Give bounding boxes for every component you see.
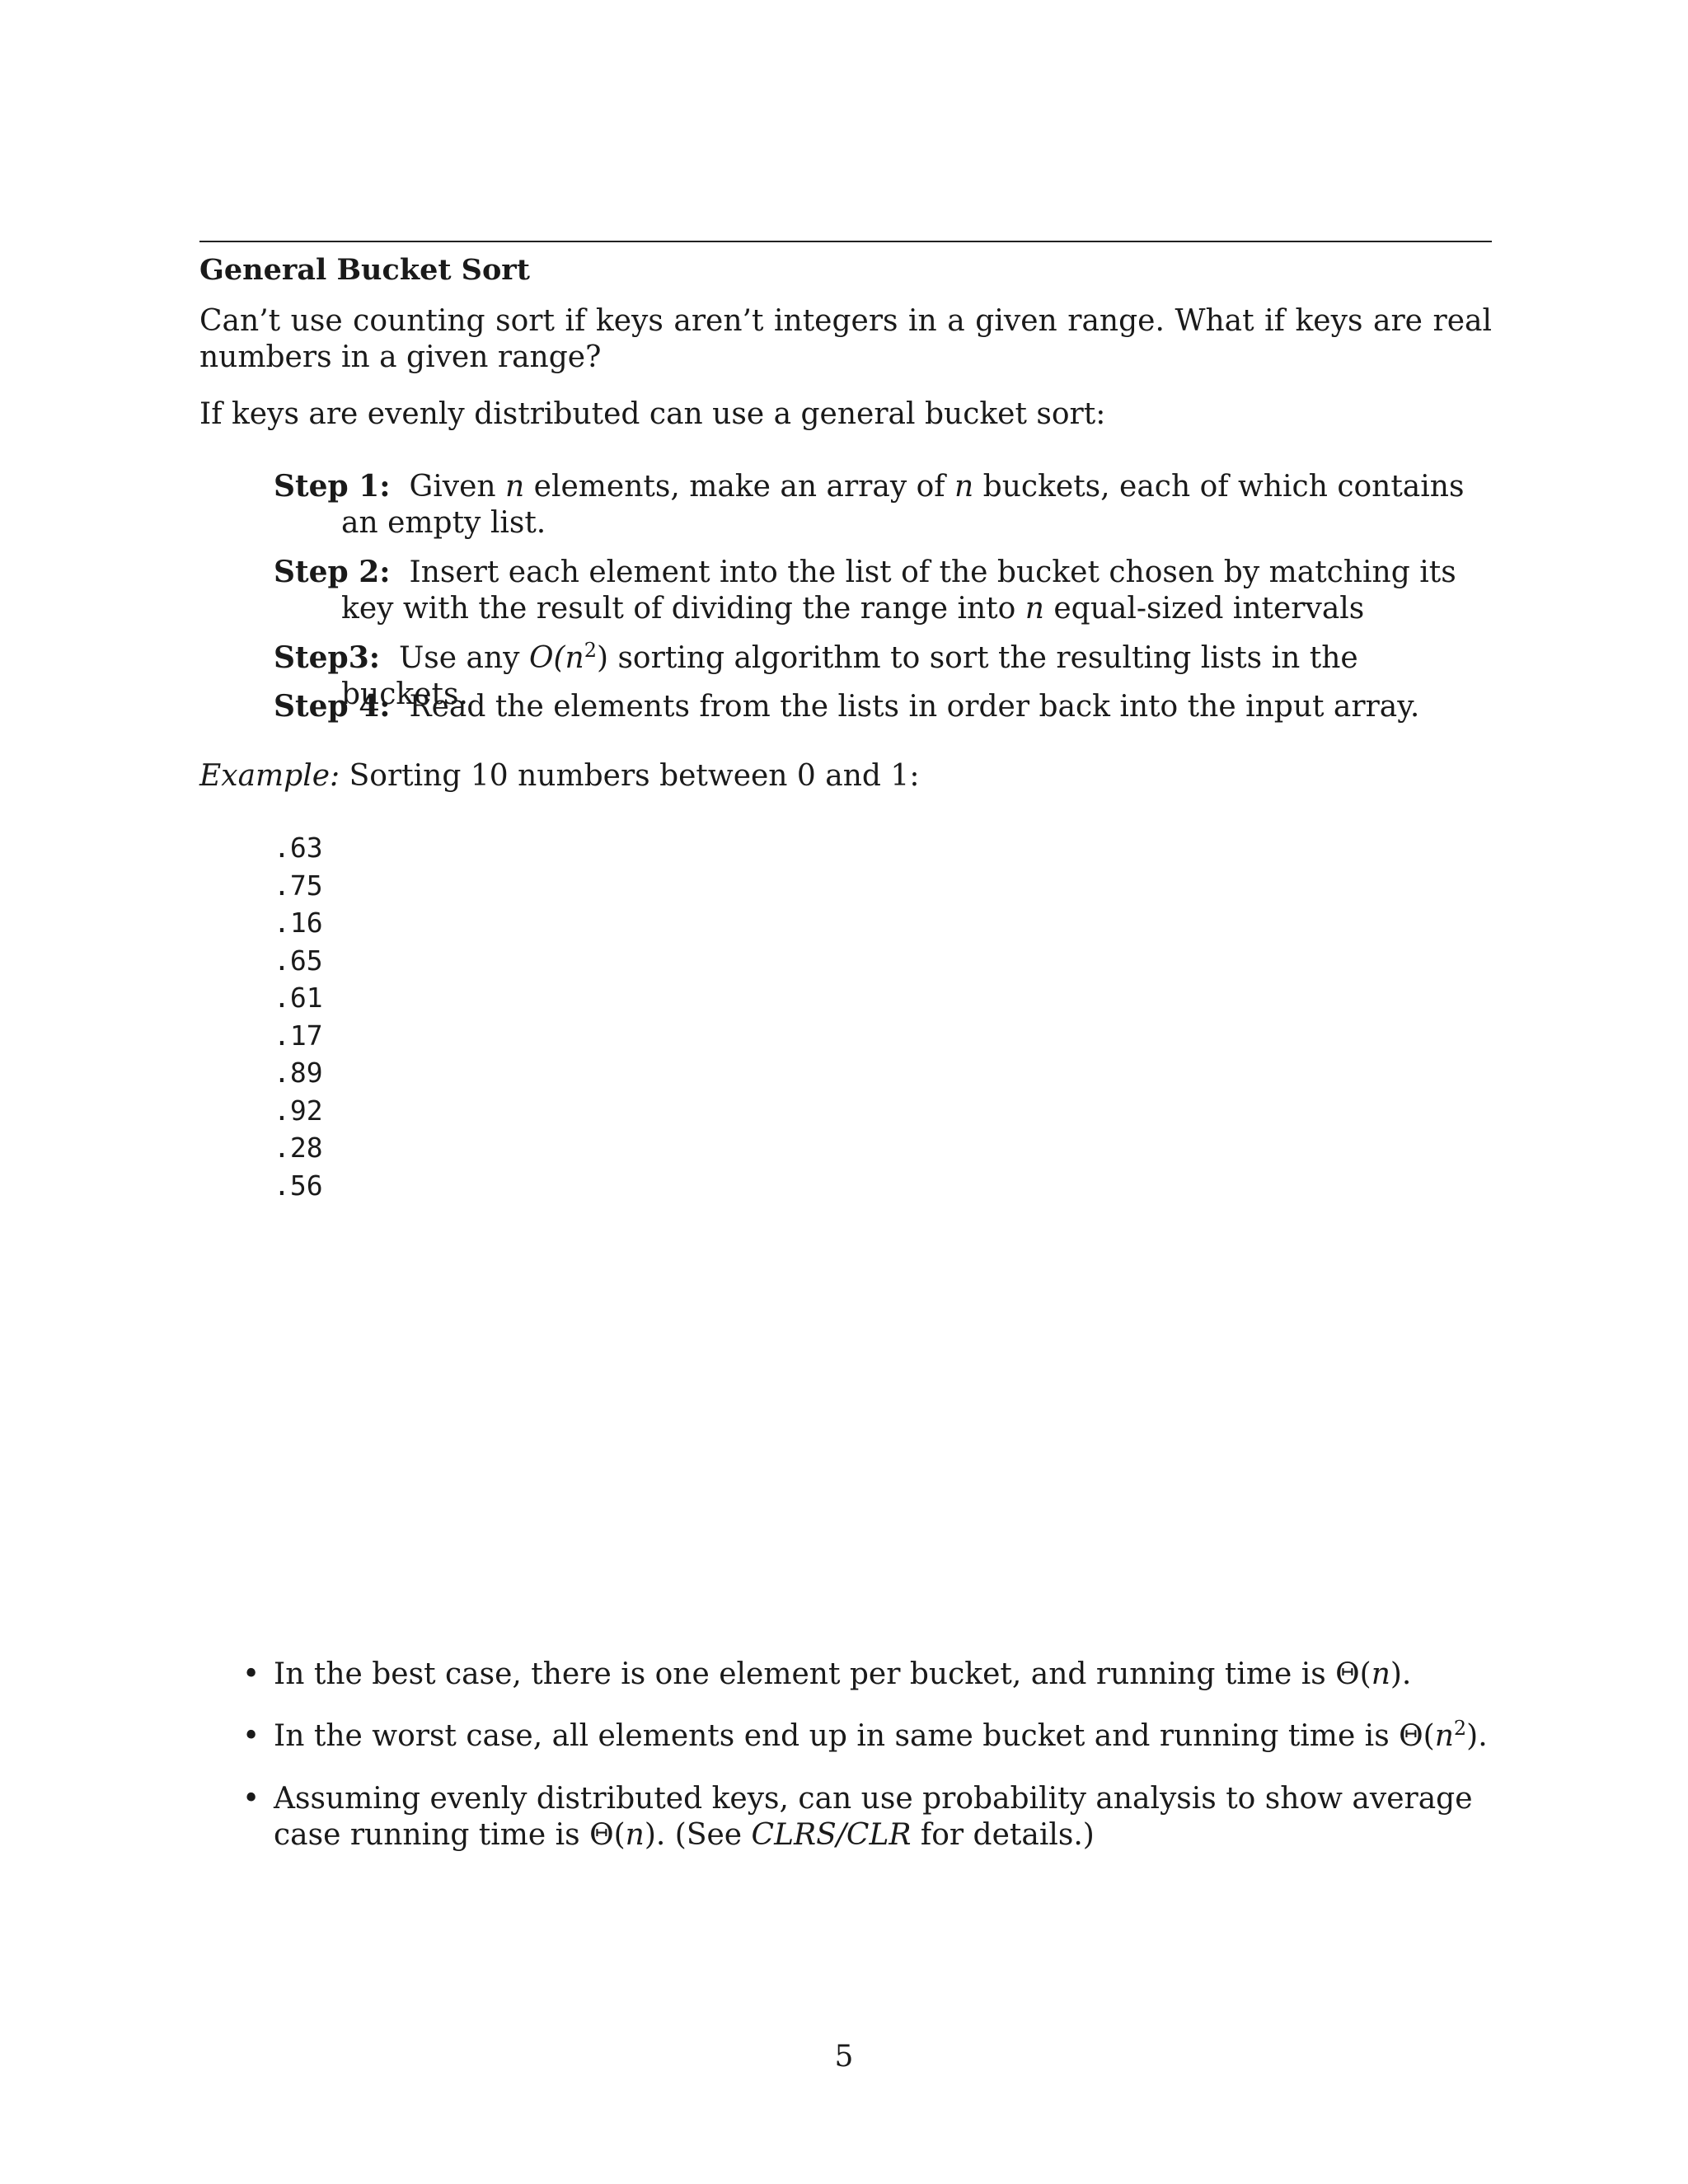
math-superscript: 2 <box>1453 1717 1467 1740</box>
step-1 <box>274 468 1487 541</box>
intro-paragraph: Can’t use counting sort if keys aren’t integers in a given range. What if keys are real numbers in a given range? <box>199 304 1492 374</box>
step-label: Step3: <box>274 640 381 675</box>
math-var: n <box>1371 1657 1390 1691</box>
step-text: sorting algorithm to sort the resulting lists in the buckets. <box>341 641 1358 711</box>
list-item: .17 <box>274 1019 323 1052</box>
reference-text: CLRS/CLR <box>751 1818 912 1852</box>
example-label: Example: <box>199 759 340 793</box>
number-list <box>274 829 323 1204</box>
math-var: n <box>625 1818 645 1852</box>
bullet-text: ). <box>1390 1657 1412 1691</box>
bullet-text: In the worst case, all elements end up in same bucket and running time is Θ( <box>274 1719 1435 1753</box>
step-2 <box>274 554 1487 627</box>
bullet-text: Assuming evenly distributed keys, can use probability analysis to show average case running time is Θ( <box>274 1782 1473 1852</box>
step-label: Step 1: <box>274 469 391 504</box>
list-item: .16 <box>274 907 323 939</box>
list-item: .89 <box>274 1057 323 1089</box>
math-paren: ) <box>596 641 609 675</box>
math-var: n <box>1025 592 1044 626</box>
list-item: .65 <box>274 944 323 977</box>
bullet-text: ). (See <box>644 1818 752 1852</box>
bullet-icon: • <box>242 1719 260 1753</box>
bullet-text: for details.) <box>911 1818 1095 1852</box>
math-expression: O(n <box>528 641 584 675</box>
page-number: 5 <box>834 2040 854 2074</box>
example-text: Sorting 10 numbers between 0 and 1: <box>340 759 920 793</box>
step-text: Insert each element into the list of the bucket chosen by matching its key with the result of dividing the range into <box>341 555 1456 626</box>
list-item: .61 <box>274 982 323 1014</box>
bullet-item-average-case <box>199 1781 1492 1854</box>
math-var: n <box>505 470 525 504</box>
horizontal-rule <box>199 241 1492 242</box>
section-heading: General Bucket Sort <box>199 253 530 287</box>
example-line <box>199 758 919 794</box>
bullet-item-best-case <box>199 1657 1492 1693</box>
step-text: equal-sized intervals <box>1043 592 1365 626</box>
step-text: buckets, each of which contains an empty list. <box>341 470 1465 540</box>
list-item: .92 <box>274 1094 323 1127</box>
step-label: Step 4: <box>274 689 391 724</box>
bullet-icon: • <box>242 1657 260 1691</box>
step-label: Step 2: <box>274 555 391 589</box>
list-item: .63 <box>274 832 323 864</box>
bullet-item-worst-case <box>199 1718 1492 1755</box>
math-var: n <box>954 470 974 504</box>
step-text: elements, make an array of <box>524 470 955 504</box>
math-var: n <box>1434 1719 1454 1753</box>
step-text: Use any <box>398 641 529 675</box>
list-item: .28 <box>274 1132 323 1164</box>
bullet-text: ). <box>1466 1719 1488 1753</box>
list-item: .75 <box>274 869 323 902</box>
math-superscript: 2 <box>584 639 597 662</box>
step-text: Given <box>409 470 506 504</box>
lead-paragraph: If keys are evenly distributed can use a general bucket sort: <box>199 397 1106 431</box>
list-item: .56 <box>274 1169 323 1202</box>
bullet-text: In the best case, there is one element per bucket, and running time is Θ( <box>274 1657 1372 1691</box>
step-text: Read the elements from the lists in order back into the input array. <box>409 690 1420 724</box>
bullet-icon: • <box>242 1782 260 1816</box>
step-4 <box>274 688 1487 725</box>
